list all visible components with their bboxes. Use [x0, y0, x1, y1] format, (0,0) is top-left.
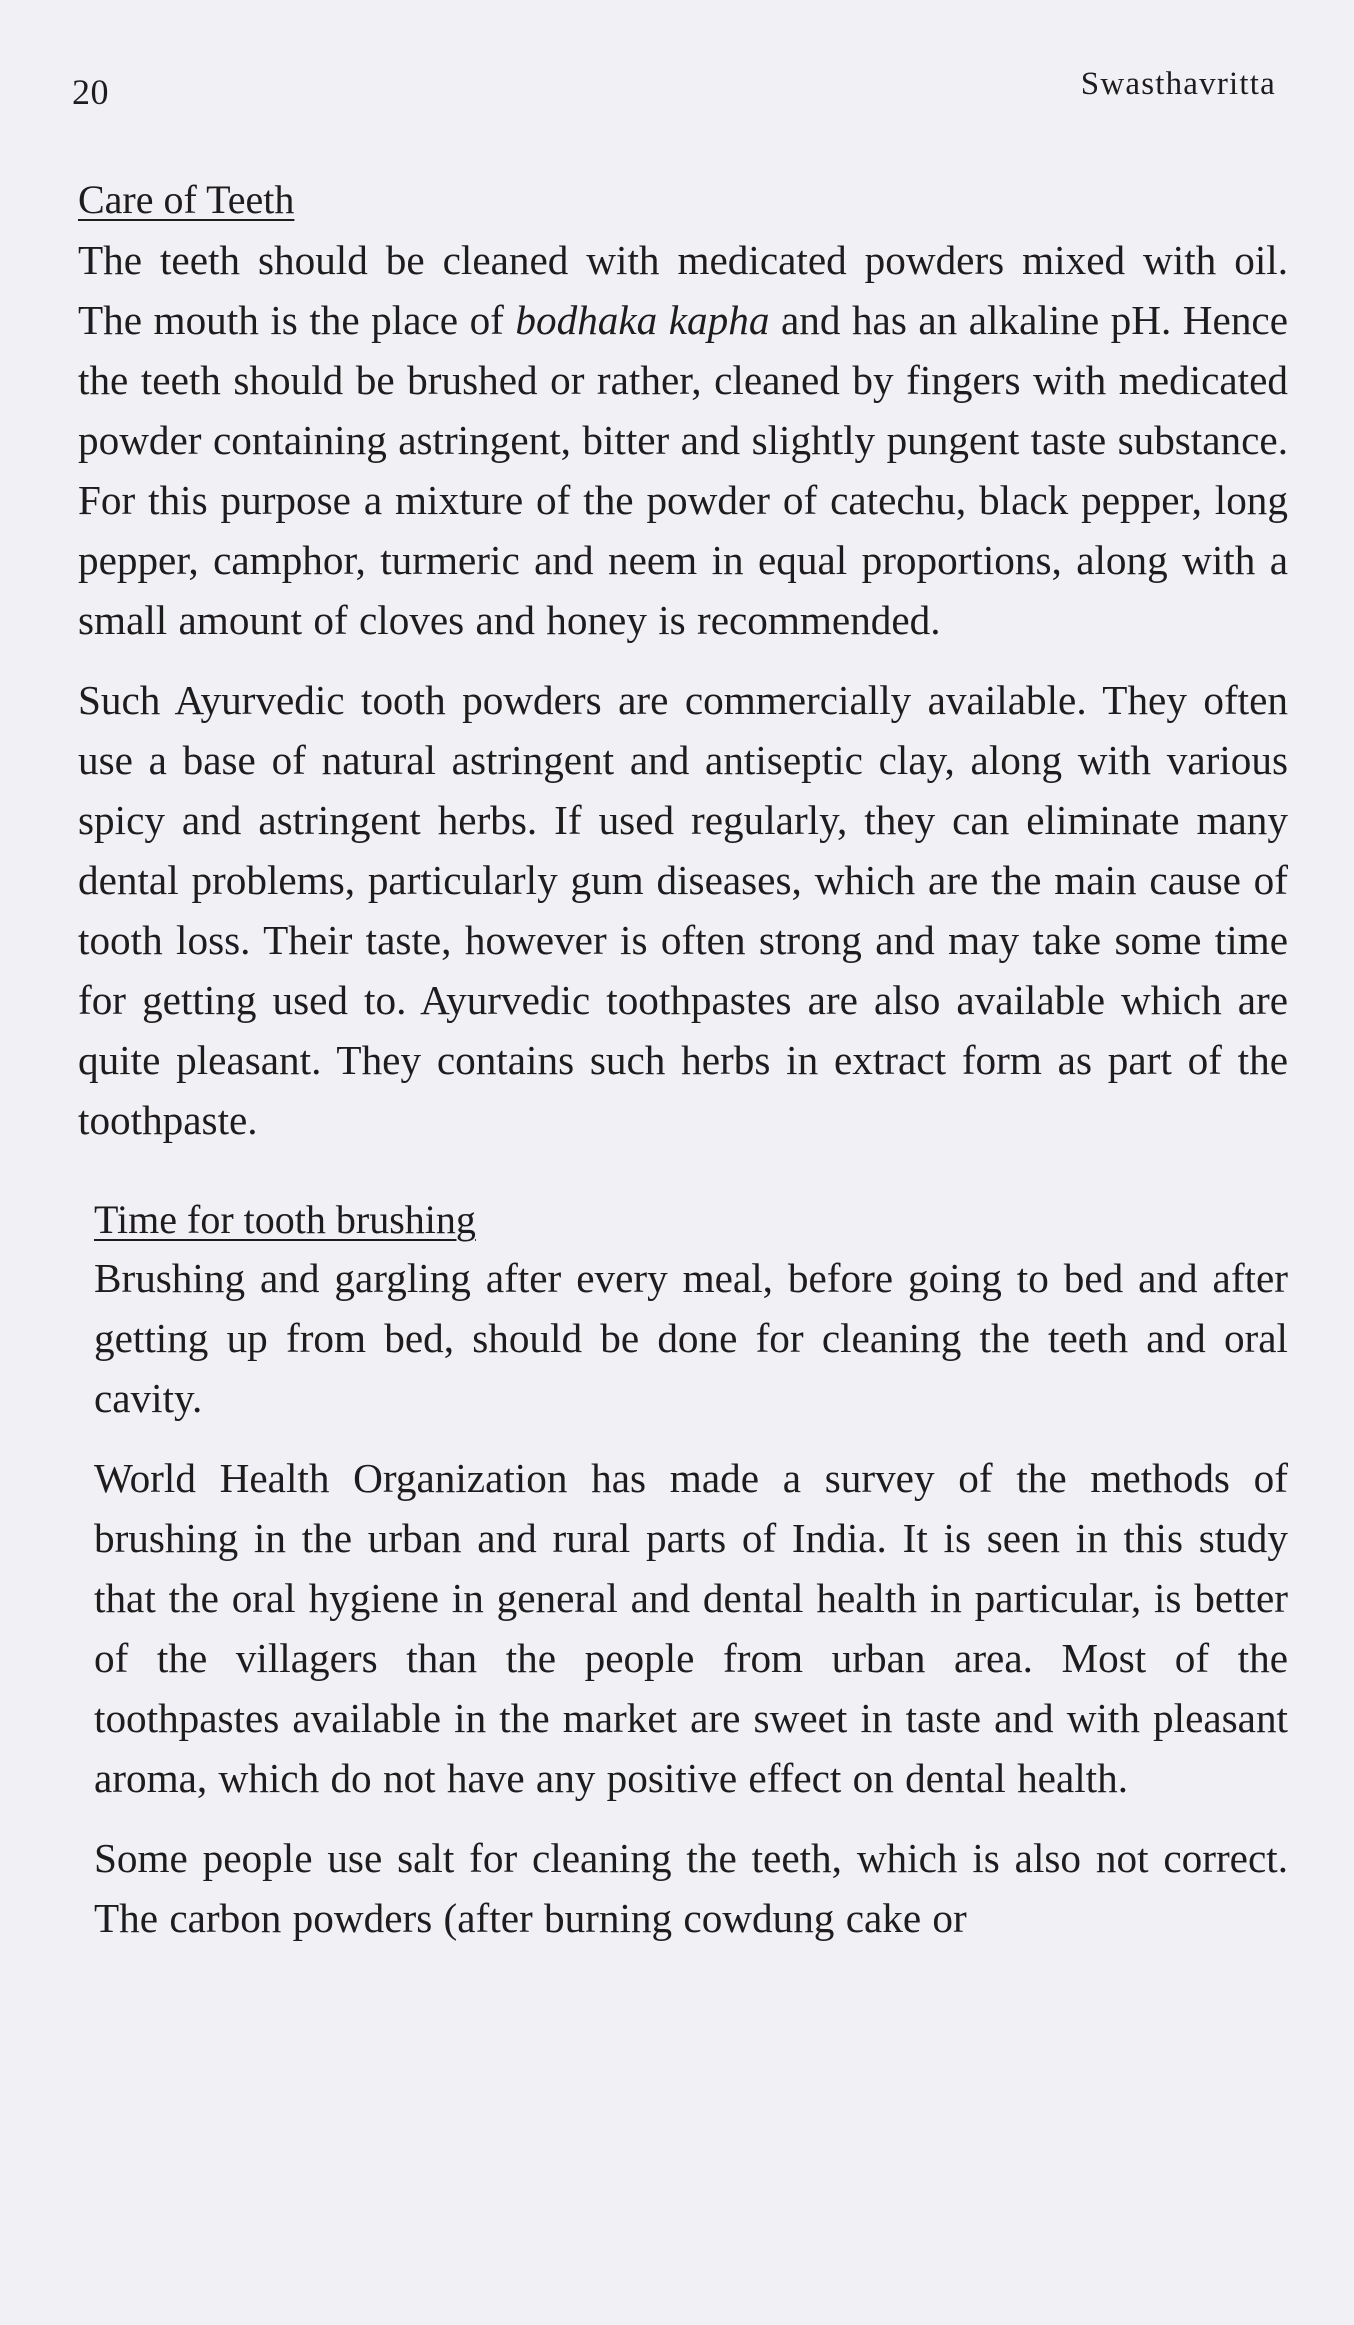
- page-content: [78, 170, 1288, 1948]
- section-care-of-teeth: [78, 170, 1288, 1150]
- running-head-title: Swasthavritta: [1080, 66, 1276, 102]
- paragraph-ayurvedic-powders: Such Ayurvedic tooth powders are commercially available. They often use a base of natural astringent and antiseptic clay, along with various spicy and astringent herbs. If used regularly, they can eliminate many dental problems, particularly gum diseases, which are the main cause of tooth loss. Their taste, however is often strong and may take some time for getting used to. Ayurvedic toothpastes are also available which are quite pleasant. They contains such herbs in extract form as part of the toothpaste.: [78, 677, 1288, 1143]
- paragraph-salt-carbon-powders: Some people use salt for cleaning the teeth, which is also not correct. The carbon powders (after burning cowdung cake or: [94, 1835, 1288, 1941]
- section-heading-care-of-teeth: Care of Teeth: [78, 177, 295, 222]
- italic-term-bodhaka-kapha: bodhaka kapha: [515, 297, 770, 343]
- paragraph-tooth-cleaning: [78, 230, 1288, 650]
- section-heading-time-for-tooth-brushing: Time for tooth brushing: [94, 1197, 476, 1242]
- paragraph-brushing-times: Brushing and gargling after every meal, before going to bed and after getting up from bed, should be done for cleaning the teeth and oral cavity.: [94, 1255, 1288, 1421]
- paragraph-tooth-cleaning-part-2: and has an alkaline pH. Hence the teeth should be brushed or rather, cleaned by fingers with medicated powder containing astringent, bitter and slightly pungent taste substance. For this purpose a mixture of the powder of catechu, black pepper, long pepper, camphor, turmeric and neem in equal proportions, along with a small amount of cloves and honey is recommended.: [78, 297, 1288, 643]
- paragraph-who-survey: World Health Organization has made a survey of the methods of brushing in the urban and rural parts of India. It is seen in this study that the oral hygiene in general and dental health in particular, is better of the villagers than the people from urban area. Most of the toothpastes available in the market are sweet in taste and with pleasant aroma, which do not have any positive effect on dental health.: [94, 1455, 1288, 1801]
- section-time-for-tooth-brushing: [78, 1192, 1288, 1948]
- paragraph-tooth-cleaning-part-1: The teeth should be cleaned with medicated powders mixed with oil. The mouth is the place of: [78, 237, 1288, 343]
- page-number: 20: [72, 72, 109, 112]
